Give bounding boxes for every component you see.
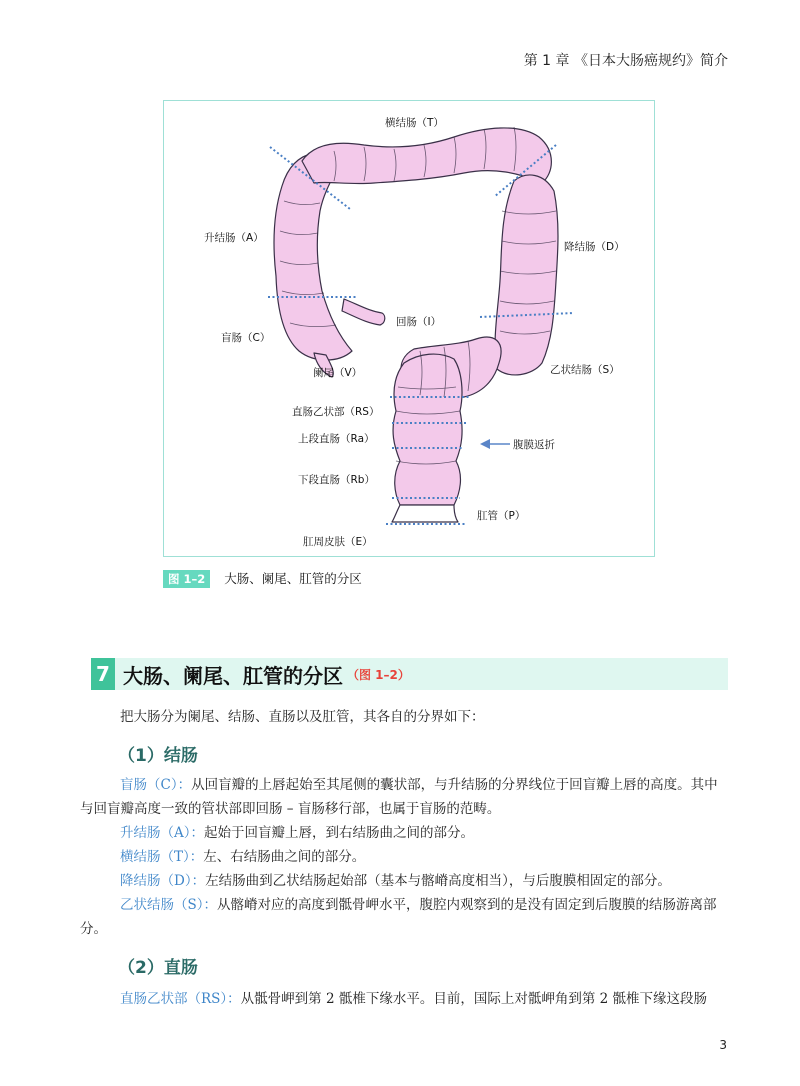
label-sigmoid: 乙状结肠（S） — [550, 364, 620, 376]
subhead-colon: （1）结肠 — [118, 746, 198, 766]
term-rs: 直肠乙状部（RS）： — [120, 991, 241, 1007]
arrow-icon — [480, 439, 510, 449]
label-rs: 直肠乙状部（RS） — [292, 406, 380, 418]
text-cecum: 从回盲瓣的上唇起始至其尾侧的囊状部，与升结肠的分界线位于回盲瓣上唇的高度。其中与回盲瓣高度一致的管状部即回肠 – 盲肠移行部，也属于盲肠的范畴。 — [80, 777, 718, 817]
descending-colon-shape — [495, 175, 558, 375]
label-skin: 肛周皮肤（E） — [303, 536, 373, 548]
text-descending: 左结肠曲到乙状结肠起始部（基本与髂嵴高度相当），与后腹膜相固定的部分。 — [205, 873, 671, 889]
text-rs: 从骶骨岬到第 2 骶椎下缘水平。目前，国际上对骶岬角到第 2 骶椎下缘这段肠 — [240, 991, 708, 1007]
label-transverse: 横结肠（T） — [385, 117, 444, 129]
ascending-colon-shape — [274, 153, 352, 360]
transverse-colon-shape — [302, 128, 551, 184]
label-anal: 肛管（P） — [477, 510, 526, 522]
section-figure-ref: （图 1–2） — [347, 667, 410, 682]
label-appendix: 阑尾（V） — [313, 367, 363, 379]
subhead-rectum: （2）直肠 — [118, 958, 198, 978]
label-peritoneal: 腹膜返折 — [513, 439, 555, 451]
label-ra: 上段直肠（Ra） — [298, 433, 375, 445]
figure-caption-text: 大肠、阑尾、肛管的分区 — [224, 571, 362, 586]
term-transverse: 横结肠（T）： — [120, 849, 204, 865]
figure-caption — [163, 569, 362, 588]
section-header — [91, 658, 728, 690]
running-head: 第 1 章 《日本大肠癌规约》简介 — [523, 53, 728, 69]
text-sigmoid: 从髂嵴对应的高度到骶骨岬水平，腹腔内观察到的是没有固定到后腹膜的结肠游离部分。 — [80, 897, 717, 937]
def-rs — [80, 987, 728, 1011]
def-descending — [80, 869, 728, 893]
label-rb: 下段直肠（Rb） — [298, 474, 375, 486]
figure-badge: 图 1–2 — [163, 570, 210, 588]
rectum-shape — [393, 354, 462, 505]
def-sigmoid — [80, 893, 728, 941]
term-ascending: 升结肠（A）： — [120, 825, 204, 841]
label-ileum: 回肠（I） — [396, 316, 442, 328]
rectum-definitions — [80, 987, 728, 1011]
def-transverse — [80, 845, 728, 869]
label-ascending: 升结肠（A） — [204, 232, 264, 244]
label-cecum: 盲肠（C） — [221, 332, 271, 344]
term-descending: 降结肠（D）： — [120, 873, 206, 889]
label-descending: 降结肠（D） — [564, 241, 625, 253]
text-transverse: 左、右结肠曲之间的部分。 — [203, 849, 366, 865]
term-sigmoid: 乙状结肠（S）： — [120, 897, 217, 913]
text-ascending: 起始于回盲瓣上唇，到右结肠曲之间的部分。 — [204, 825, 474, 841]
term-cecum: 盲肠（C）： — [120, 777, 192, 793]
colon-definitions — [80, 773, 728, 941]
def-ascending — [80, 821, 728, 845]
def-cecum — [80, 773, 728, 821]
page-number: 3 — [719, 1038, 727, 1052]
intro-paragraph: 把大肠分为阑尾、结肠、直肠以及肛管，其各自的分界如下： — [120, 709, 485, 725]
section-title: 大肠、阑尾、肛管的分区 — [123, 663, 343, 688]
ileum-shape — [342, 299, 385, 325]
anal-canal-shape — [392, 505, 458, 522]
figure-frame — [163, 100, 655, 557]
section-number: 7 — [91, 658, 115, 690]
